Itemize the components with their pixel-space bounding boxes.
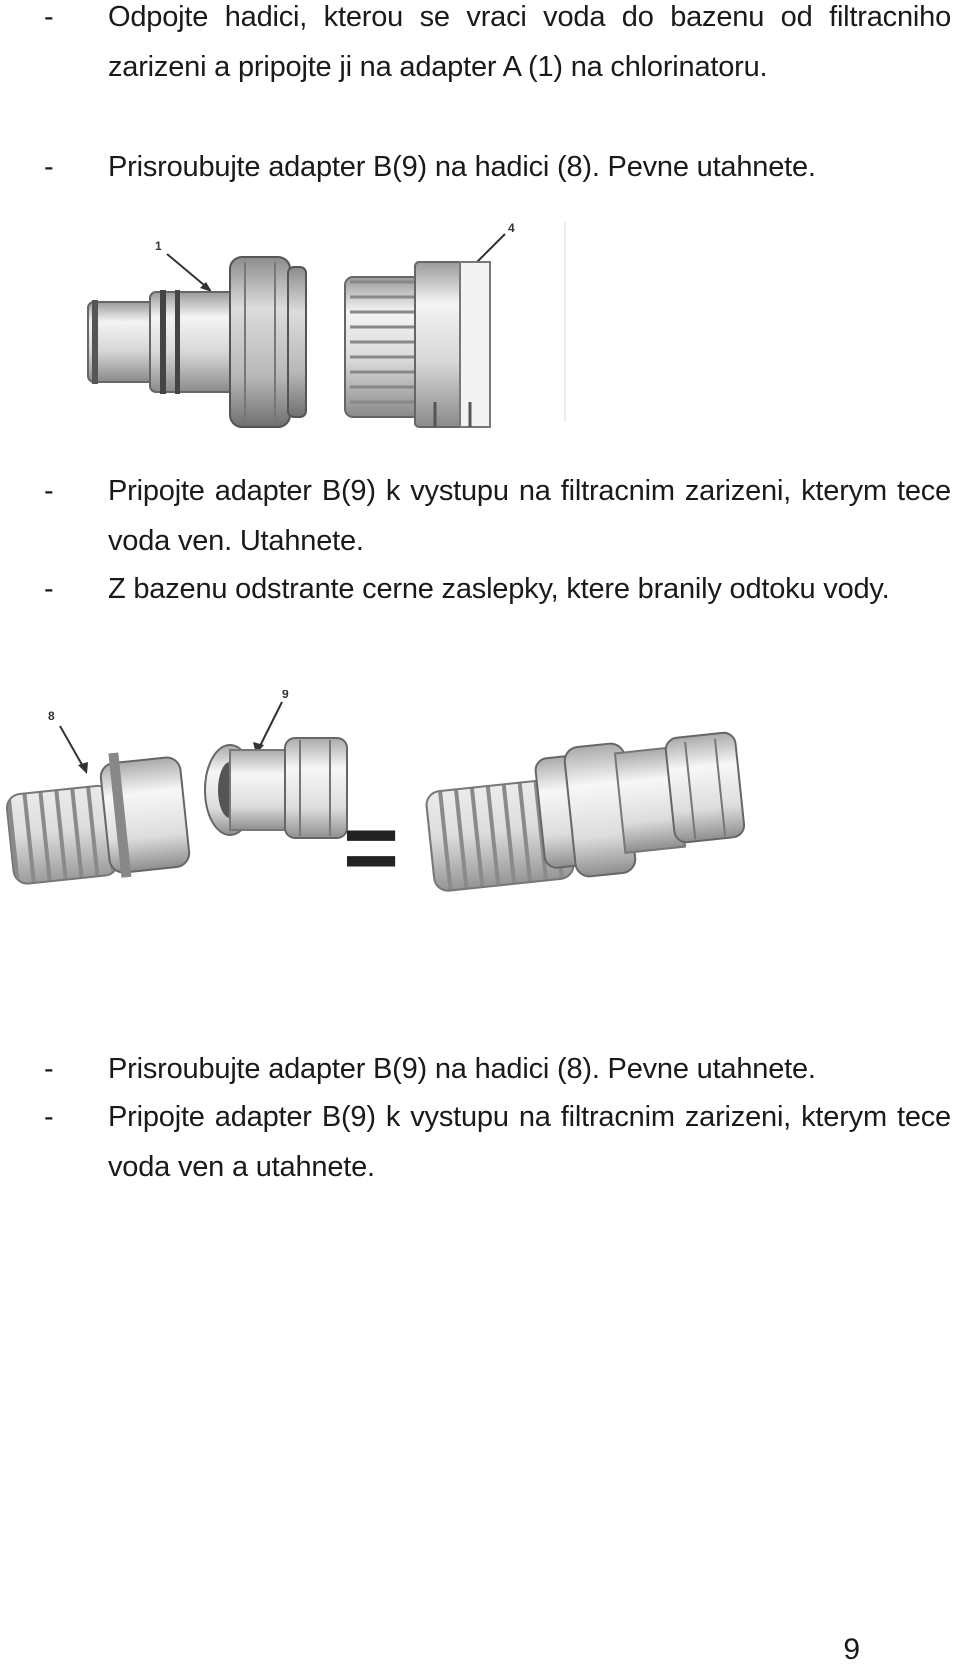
adapter-a-part xyxy=(88,257,306,427)
figure-label-4: 4 xyxy=(508,222,515,235)
instruction-text: Odpojte hadici, kterou se vraci voda do bazenu od filtracniho zarizeni a pripojte ji na adapter A (1) na chlorinatoru. xyxy=(108,1,951,83)
bullet-dash: - xyxy=(44,1101,54,1133)
instruction-text: Pripojte adapter B(9) k vystupu na filtracnim zarizeni, kterym tece voda ven. Utahnete. xyxy=(108,475,951,557)
figure-hose-adapter-b xyxy=(0,690,800,910)
hose-connector-part xyxy=(345,222,565,427)
page-number: 9 xyxy=(843,1633,860,1666)
instruction-text: Prisroubujte adapter B(9) na hadici (8). Pevne utahnete. xyxy=(108,1053,816,1085)
pointer-arrow xyxy=(258,702,282,750)
bullet-dash: - xyxy=(44,1053,54,1085)
assembled-part xyxy=(425,732,745,892)
bullet-dash: - xyxy=(44,1,54,33)
arrow-head xyxy=(78,762,88,774)
equals-sign: = xyxy=(343,794,400,901)
figure-label-9: 9 xyxy=(282,690,289,701)
instruction-text: Pripojte adapter B(9) k vystupu na filtracnim zarizeni, kterym tece voda ven a utahnete. xyxy=(108,1101,951,1183)
figure-label-8: 8 xyxy=(48,709,55,723)
bullet-dash: - xyxy=(44,151,54,183)
figure-adapter-a xyxy=(0,222,620,437)
hose-part xyxy=(6,752,191,885)
instruction-text: Z bazenu odstrante cerne zaslepky, ktere branily odtoku vody. xyxy=(108,573,890,605)
adapter-b-part xyxy=(205,738,347,838)
bullet-dash: - xyxy=(44,475,54,507)
instruction-text: Prisroubujte adapter B(9) na hadici (8). Pevne utahnete. xyxy=(108,151,816,183)
pointer-arrow xyxy=(60,726,85,770)
figure-label-1: 1 xyxy=(155,239,162,253)
bullet-dash: - xyxy=(44,573,54,605)
